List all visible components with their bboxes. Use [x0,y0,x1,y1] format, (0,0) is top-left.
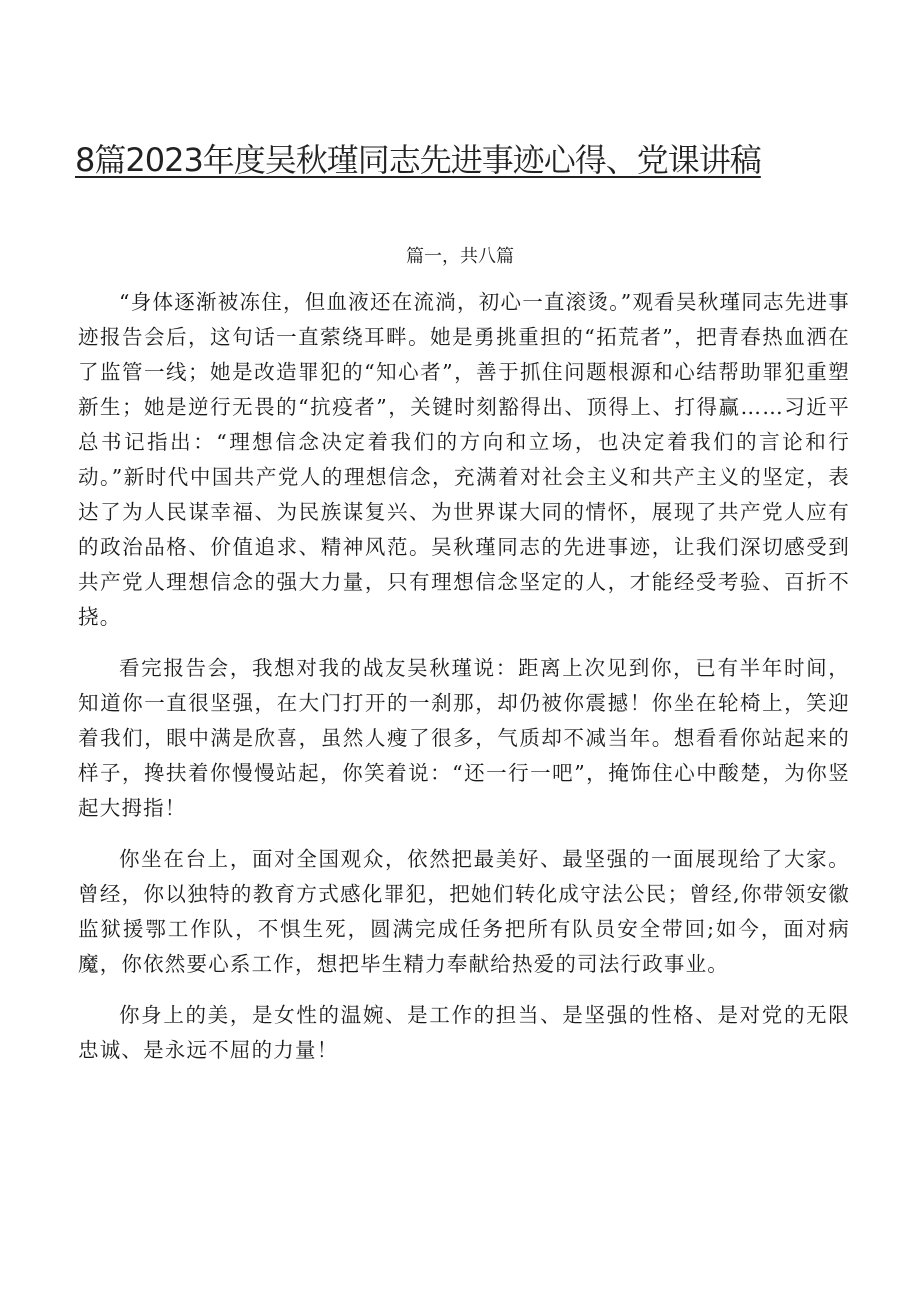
section-heading: 篇一，共八篇 [406,246,514,267]
paragraph: 看完报告会，我想对我的战友吴秋瑾说：距离上次见到你，已有半年时间，知道你一直很坚强，在大门打开的一刹那，却仍被你震撼！你坐在轮椅上，笑迎着我们，眼中满是欣喜，虽然人瘦了很多，气质却不减当年。想看看你站起来的样子，搀扶着你慢慢站起，你笑着说：“还一行一吧”，掩饰住心中酸楚，为你竖起大拇指！ [78,656,850,820]
document-title: 8篇2023年度吴秋瑾同志先进事迹心得、党课讲稿 [75,141,761,179]
paragraph: 你身上的美，是女性的温婉、是工作的担当、是坚强的性格、是对党的无限忠诚、是永远不屈的力量！ [78,1003,850,1062]
paragraph: 你坐在台上，面对全国观众，依然把最美好、最坚强的一面展现给了大家。曾经，你以独特的教育方式感化罪犯，把她们转化成守法公民；曾经,你带领安徽监狱援鄂工作队，不惧生死，圆满完成任务把所有队员安全带回;如今，面对病魔，你依然要心系工作，想把毕生精力奉献给热爱的司法行政事业。 [78,847,850,976]
paragraph: “身体逐渐被冻住，但血液还在流淌，初心一直滚烫。”观看吴秋瑾同志先进事迹报告会后，这句话一直萦绕耳畔。她是勇挑重担的“拓荒者”，把青春热血洒在了监管一线；她是改造罪犯的“知心者”，善于抓住问题根源和心结帮助罪犯重塑新生；她是逆行无畏的“抗疫者”，关键时刻豁得出、顶得上、打得赢……习近平总书记指出：“理想信念决定着我们的方向和立场，也决定着我们的言论和行动。”新时代中国共产党人的理想信念，充满着对社会主义和共产主义的坚定，表达了为人民谋幸福、为民族谋复兴、为世界谋大同的情怀，展现了共产党人应有的政治品格、价值追求、精神风范。吴秋瑾同志的先进事迹，让我们深切感受到共产党人理想信念的强大力量，只有理想信念坚定的人，才能经受考验、百折不挠。 [78,290,850,629]
body-text [78,285,850,1068]
